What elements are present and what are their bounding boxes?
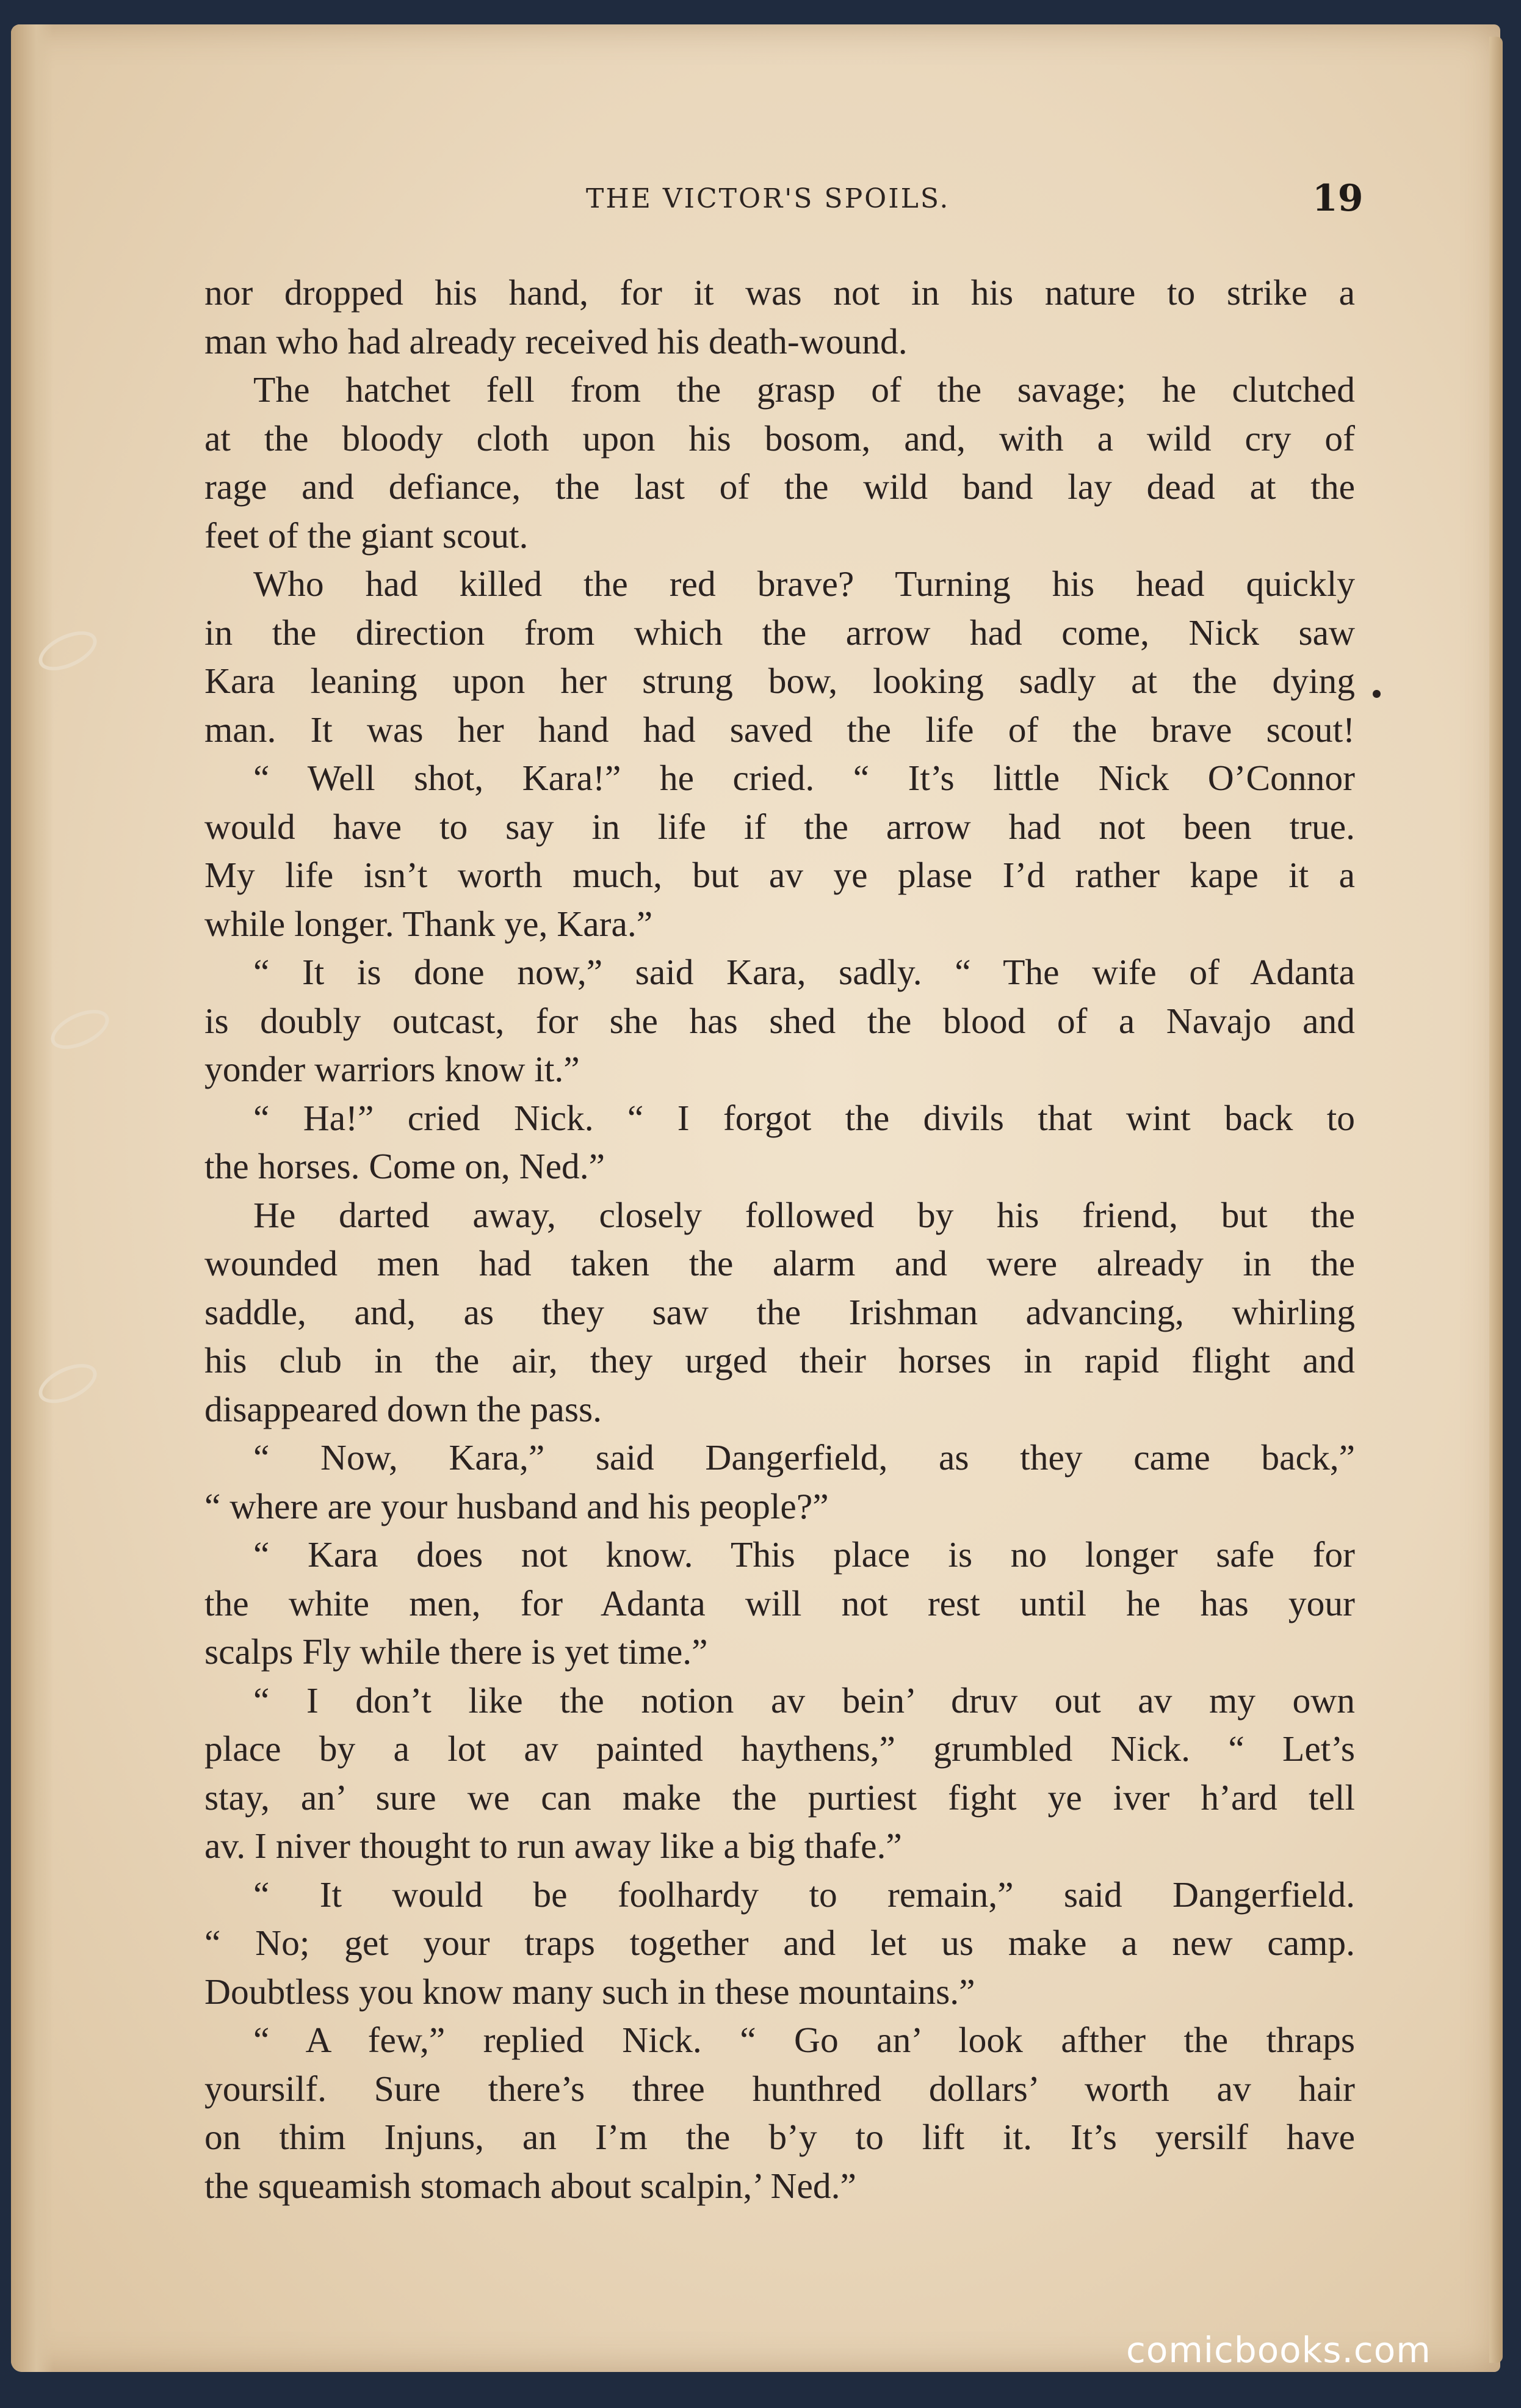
text-line: while longer. Thank ye, Kara.” <box>204 903 653 944</box>
watermark: comicbooks.com <box>1126 2329 1431 2371</box>
text-line: av. I niver thought to run away like a big thafe.” <box>204 1826 902 1866</box>
margin-dot <box>1373 690 1381 698</box>
text-line: disappeared down the pass. <box>204 1388 602 1429</box>
page-binding-edge <box>11 24 54 2372</box>
text-line: his club in the air, they urged their horses in rapid flight and <box>204 1340 1355 1380</box>
text-line: place by a lot av painted haythens,” grumbled Nick. “ Let’s <box>204 1728 1355 1769</box>
text-line: man who had already received his death-wound. <box>204 321 908 361</box>
text-line: is doubly outcast, for she has shed the blood of a Navajo and <box>204 1000 1355 1041</box>
text-line: scalps Fly while there is yet time.” <box>204 1631 708 1672</box>
text-line: stay, an’ sure we can make the purtiest fight ye iver h’ard tell <box>204 1777 1355 1818</box>
text-line: Doubtless you know many such in these mountains.” <box>204 1971 975 2012</box>
text-line: “ Ha!” cried Nick. “ I forgot the divils that wint back to <box>253 1097 1355 1138</box>
text-line: man. It was her hand had saved the life of the brave scout! <box>204 709 1355 750</box>
text-line: the horses. Come on, Ned.” <box>204 1146 605 1186</box>
text-line: “ No; get your traps together and let us make a new camp. <box>204 1923 1355 1963</box>
text-line: rage and defiance, the last of the wild band lay dead at the <box>204 466 1355 507</box>
text-line: saddle, and, as they saw the Irishman advancing, whirling <box>204 1291 1355 1332</box>
text-line: Kara leaning upon her strung bow, looking sadly at the dying <box>204 661 1355 701</box>
text-line: the squeamish stomach about scalpin,’ Ned.” <box>204 2165 856 2206</box>
text-line: “ where are your husband and his people?” <box>204 1485 829 1526</box>
text-line: feet of the giant scout. <box>204 515 529 556</box>
text-line: on thim Injuns, an I’m the b’y to lift it. It’s yersilf have <box>204 2117 1355 2157</box>
text-line: Who had killed the red brave? Turning his head quickly <box>253 564 1355 604</box>
text-line: yoursilf. Sure there’s three hunthred dollars’ worth av hair <box>204 2068 1355 2109</box>
text-line: “ Now, Kara,” said Dangerfield, as they came back,” <box>253 1437 1355 1478</box>
text-line: yonder warriors know it.” <box>204 1049 580 1089</box>
text-line: wounded men had taken the alarm and were already in the <box>204 1243 1355 1283</box>
page-number: 19 <box>1312 177 1364 220</box>
text-line: He darted away, closely followed by his friend, but the <box>253 1194 1355 1235</box>
text-line: “ I don’t like the notion av bein’ druv out av my own <box>253 1680 1355 1721</box>
text-line: The hatchet fell from the grasp of the savage; he clutched <box>253 369 1355 410</box>
text-line: “ It is done now,” said Kara, sadly. “ The wife of Adanta <box>253 952 1355 992</box>
page-header <box>208 177 1416 226</box>
text-line: the white men, for Adanta will not rest until he has your <box>204 1583 1355 1623</box>
page-right-edge <box>1489 37 1503 2363</box>
text-line: My life isn’t worth much, but av ye plase I’d rather kape it a <box>204 855 1355 895</box>
text-line: nor dropped his hand, for it was not in his nature to strike a <box>204 272 1355 313</box>
text-line: at the bloody cloth upon his bosom, and, with a wild cry of <box>204 418 1355 459</box>
text-line: “ A few,” replied Nick. “ Go an’ look afther the thraps <box>253 2020 1355 2060</box>
text-line: “ Kara does not know. This place is no longer safe for <box>253 1534 1355 1575</box>
page-body-text <box>204 269 1355 2210</box>
text-line: “ Well shot, Kara!” he cried. “ It’s little Nick O’Connor <box>253 758 1355 798</box>
text-line: “ It would be foolhardy to remain,” said Dangerfield. <box>253 1874 1355 1915</box>
text-line: in the direction from which the arrow had come, Nick saw <box>204 612 1355 653</box>
running-head: THE VICTOR'S SPOILS. <box>586 183 950 214</box>
text-line: would have to say in life if the arrow had not been true. <box>204 806 1355 847</box>
